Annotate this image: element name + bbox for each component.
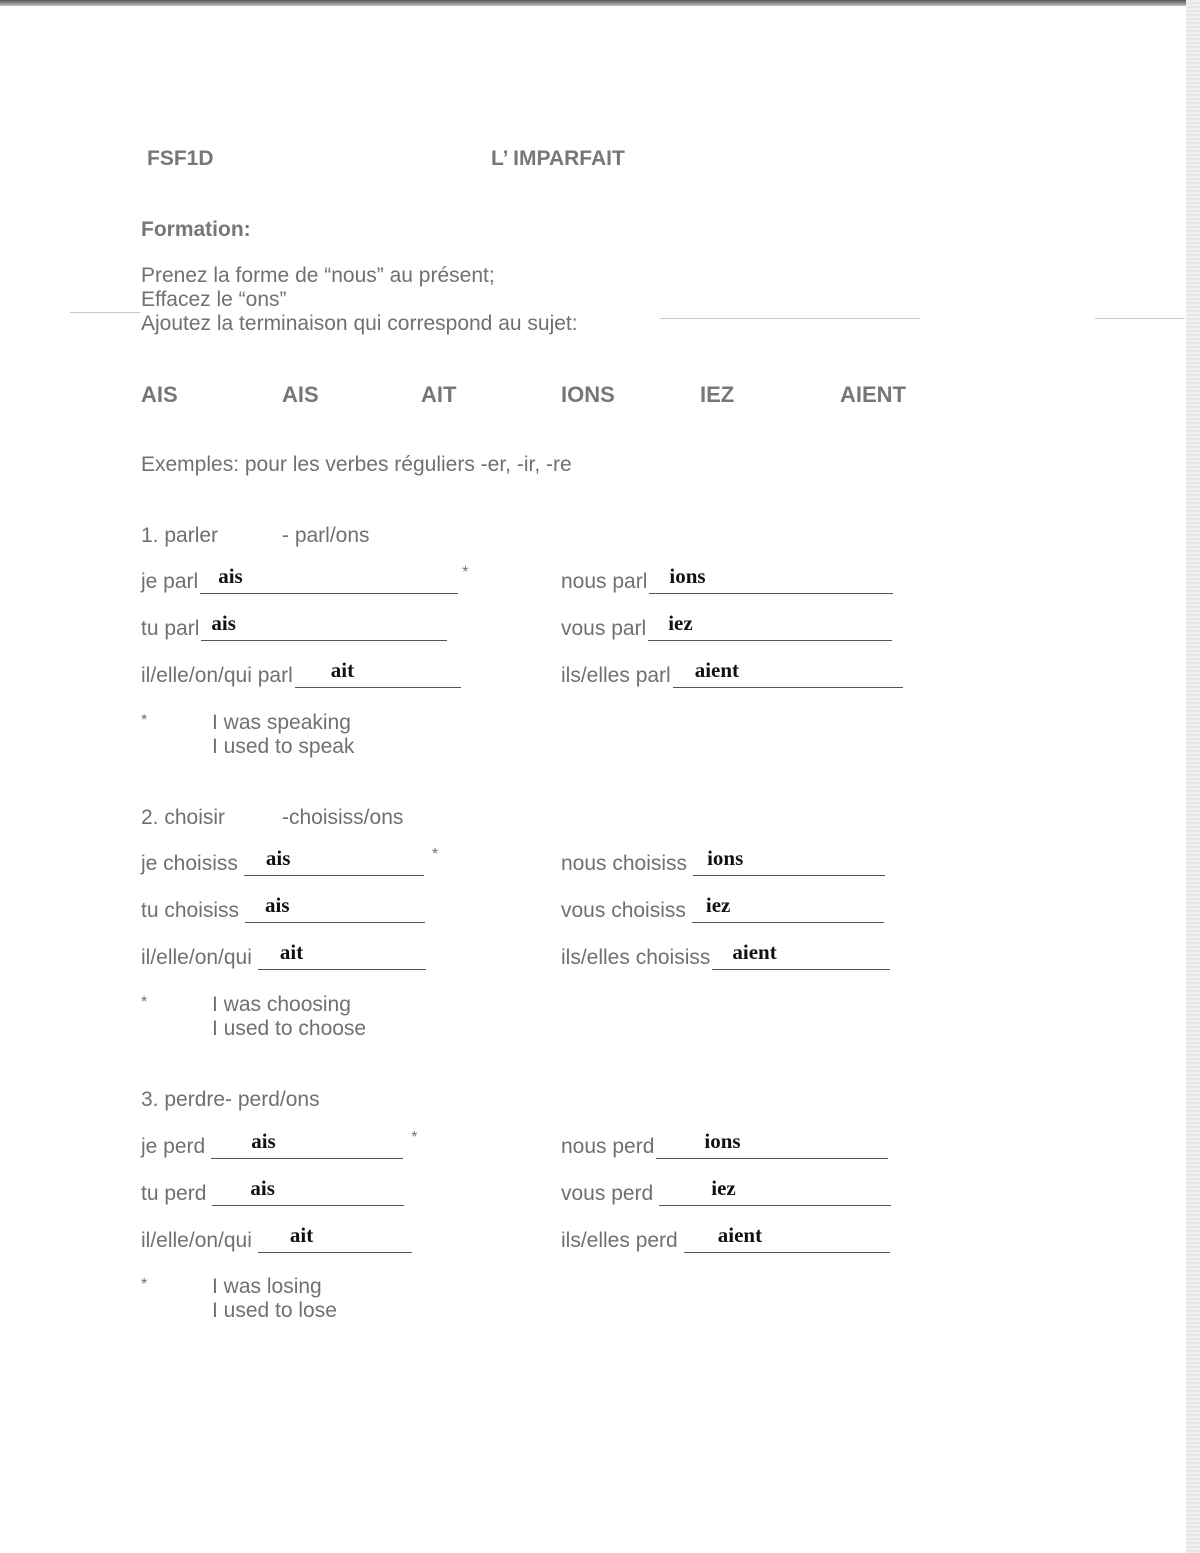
handwritten-answer: ais bbox=[265, 893, 290, 917]
answer-blank[interactable] bbox=[200, 563, 458, 594]
conjugation-prefix: tu perd bbox=[141, 1182, 207, 1205]
conjugation-prefix: tu parl bbox=[141, 617, 200, 640]
answer-blank[interactable] bbox=[692, 892, 884, 923]
answer-blank[interactable] bbox=[211, 1128, 403, 1159]
conjugation-prefix: nous parl bbox=[561, 570, 648, 593]
conjugation-prefix: vous choisiss bbox=[561, 899, 686, 922]
formation-step-1: Prenez la forme de “nous” au présent; bbox=[141, 264, 495, 287]
conjugation-row bbox=[561, 1129, 888, 1159]
conjugation-prefix: il/elle/on/qui bbox=[141, 946, 252, 969]
translation-note: I used to speak bbox=[212, 735, 355, 758]
scan-artifact-line bbox=[70, 312, 140, 313]
answer-blank[interactable] bbox=[201, 610, 447, 641]
conjugation-row bbox=[561, 658, 903, 688]
section-1-stem: - parl/ons bbox=[282, 524, 370, 547]
answer-blank[interactable] bbox=[212, 1175, 404, 1206]
note-asterisk: * bbox=[141, 1276, 148, 1293]
conjugation-row bbox=[141, 611, 447, 641]
section-3-heading: 3. perdre- perd/ons bbox=[141, 1088, 320, 1111]
section-1-heading: 1. parler bbox=[141, 524, 219, 547]
answer-blank[interactable] bbox=[244, 845, 424, 876]
scan-artifact-line bbox=[1095, 318, 1185, 319]
conjugation-row bbox=[561, 846, 885, 876]
conjugation-row bbox=[561, 1176, 891, 1206]
note-asterisk: * bbox=[141, 712, 148, 729]
conjugation-prefix: je perd bbox=[141, 1135, 206, 1158]
formation-step-3: Ajoutez la terminaison qui correspond au sujet: bbox=[141, 312, 578, 335]
section-2-stem: -choisiss/ons bbox=[282, 806, 404, 829]
handwritten-answer: ions bbox=[704, 1129, 741, 1153]
conjugation-prefix: nous perd bbox=[561, 1135, 655, 1158]
handwritten-answer: ais bbox=[218, 564, 243, 588]
scan-edge-top bbox=[0, 0, 1200, 6]
conjugation-prefix: tu choisiss bbox=[141, 899, 240, 922]
ending-ils: AIENT bbox=[840, 382, 906, 407]
answer-blank[interactable] bbox=[712, 939, 890, 970]
conjugation-row bbox=[561, 1223, 890, 1253]
translation-note: I was choosing bbox=[212, 993, 351, 1016]
translation-note: I used to choose bbox=[212, 1017, 367, 1040]
handwritten-answer: ions bbox=[669, 564, 706, 588]
translation-note: I used to lose bbox=[212, 1299, 337, 1322]
answer-blank[interactable] bbox=[684, 1222, 890, 1253]
conjugation-prefix: ils/elles parl bbox=[561, 664, 671, 687]
translation-note: I was speaking bbox=[212, 711, 351, 734]
conjugation-row bbox=[141, 893, 425, 923]
course-code: FSF1D bbox=[147, 147, 214, 170]
handwritten-answer: ait bbox=[279, 940, 304, 964]
answer-blank[interactable] bbox=[693, 845, 885, 876]
ending-tu: AIS bbox=[282, 382, 319, 407]
conjugation-prefix: ils/elles perd bbox=[561, 1229, 678, 1252]
scan-edge-right bbox=[1186, 0, 1200, 1553]
answer-blank[interactable] bbox=[659, 1175, 891, 1206]
handwritten-answer: ais bbox=[211, 611, 236, 635]
answer-blank[interactable] bbox=[648, 610, 892, 641]
conjugation-prefix: il/elle/on/qui bbox=[141, 1229, 252, 1252]
conjugation-row bbox=[141, 940, 426, 970]
note-asterisk: * bbox=[141, 994, 148, 1011]
conjugation-row bbox=[561, 611, 892, 641]
asterisk-marker: * bbox=[411, 1129, 418, 1146]
ending-vous: IEZ bbox=[700, 382, 735, 407]
ending-nous: IONS bbox=[561, 382, 615, 407]
conjugation-prefix: ils/elles choisiss bbox=[561, 946, 711, 969]
ending-il: AIT bbox=[421, 382, 457, 407]
translation-note: I was losing bbox=[212, 1275, 322, 1298]
formation-step-2: Effacez le “ons” bbox=[141, 288, 287, 311]
handwritten-answer: ais bbox=[250, 1176, 275, 1200]
conjugation-row bbox=[561, 564, 893, 594]
answer-blank[interactable] bbox=[649, 563, 893, 594]
handwritten-answer: aient bbox=[694, 658, 740, 682]
handwritten-answer: iez bbox=[711, 1176, 736, 1200]
handwritten-answer: iez bbox=[705, 893, 731, 917]
section-2-heading: 2. choisir bbox=[141, 806, 226, 829]
conjugation-row bbox=[561, 940, 890, 970]
handwritten-answer: ions bbox=[707, 846, 744, 870]
answer-blank[interactable] bbox=[258, 939, 426, 970]
handwritten-answer: aient bbox=[732, 940, 777, 964]
formation-heading: Formation: bbox=[141, 218, 251, 241]
conjugation-prefix: vous parl bbox=[561, 617, 647, 640]
conjugation-row bbox=[141, 564, 468, 594]
handwritten-answer: iez bbox=[668, 611, 693, 635]
conjugation-prefix: je choisiss bbox=[141, 852, 238, 875]
conjugation-row bbox=[141, 658, 461, 688]
conjugation-row bbox=[141, 1129, 417, 1159]
answer-blank[interactable] bbox=[295, 657, 461, 688]
handwritten-answer: aient bbox=[717, 1223, 763, 1247]
conjugation-row bbox=[141, 846, 438, 876]
handwritten-answer: ait bbox=[330, 658, 355, 682]
handwritten-answer: ais bbox=[265, 846, 291, 870]
handwritten-answer: ais bbox=[251, 1129, 276, 1153]
answer-blank[interactable] bbox=[258, 1222, 412, 1253]
ending-je: AIS bbox=[141, 382, 178, 407]
conjugation-row bbox=[561, 893, 884, 923]
conjugation-prefix: il/elle/on/qui parl bbox=[141, 664, 293, 687]
page-title: L’ IMPARFAIT bbox=[491, 147, 625, 170]
answer-blank[interactable] bbox=[673, 657, 903, 688]
conjugation-row bbox=[141, 1176, 404, 1206]
asterisk-marker: * bbox=[462, 564, 469, 581]
conjugation-prefix: vous perd bbox=[561, 1182, 654, 1205]
asterisk-marker: * bbox=[431, 846, 439, 863]
scan-artifact-line bbox=[660, 318, 920, 319]
answer-blank[interactable] bbox=[656, 1128, 888, 1159]
examples-label: Exemples: pour les verbes réguliers -er, -ir, -re bbox=[141, 453, 572, 476]
conjugation-prefix: je parl bbox=[141, 570, 199, 593]
conjugation-prefix: nous choisiss bbox=[561, 852, 688, 875]
handwritten-answer: ait bbox=[289, 1223, 314, 1247]
answer-blank[interactable] bbox=[245, 892, 425, 923]
conjugation-row bbox=[141, 1223, 412, 1253]
